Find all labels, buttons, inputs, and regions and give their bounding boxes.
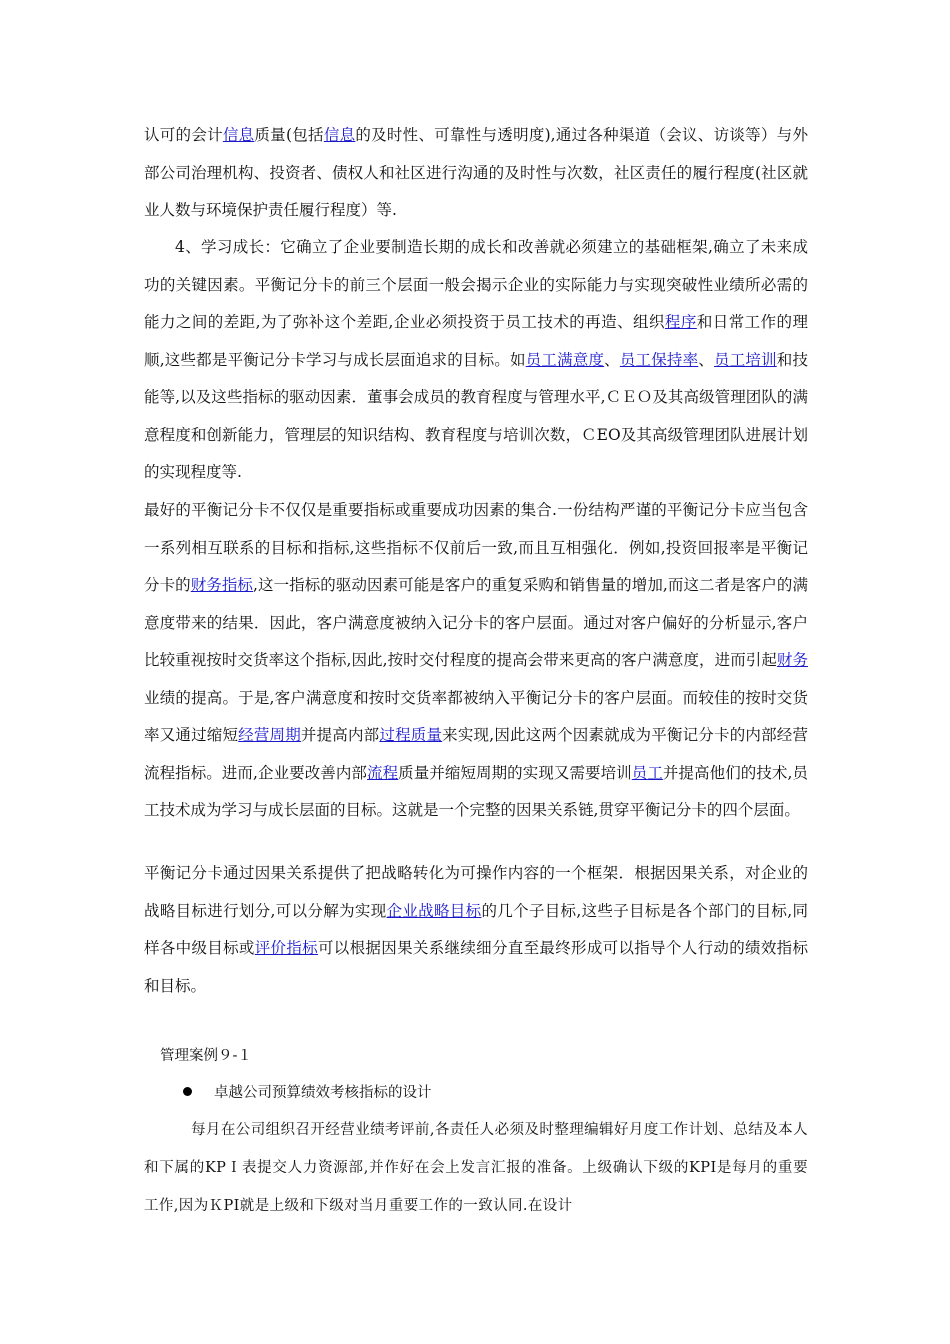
text-span: 的及时性、可靠性与透明度),通过各种渠道（会议、访谈等）与外部公司治理机构、投资者、债权人和社区进行沟通的及时性与次数，社区责任的履行程度(社区就业人数与环境保护责任履行程度）等. — [144, 126, 808, 219]
case-body: 每月在公司组织召开经营业绩考评前,各责任人必须及时整理编辑好月度工作计划、总结及本人和下属的KPＩ表提交人力资源部,并作好在会上发言汇报的准备。上级确认下级的KPI是每月的重要工作,因为ＫPI就是上级和下级对当月重要工作的一致认同.在设计 — [144, 1122, 808, 1214]
text-span: 、 — [698, 350, 714, 369]
text-span: 认可的会计 — [144, 126, 223, 144]
link-employee-satisfaction[interactable]: 员工满意度 — [525, 350, 605, 369]
text-span: 并提高内部 — [300, 726, 380, 744]
text-span: 可以根据因果关系继续细分直至最终形成可以指导个人行动的绩效指标和目标。 — [144, 939, 808, 995]
text-span: 来实现,因此这两个因素就成为平衡记分卡的内部经营流程指标。进而,企业要改善内部 — [144, 726, 808, 782]
text-span: 和技能等,以及这些指标的驱动因素．董事会成员的教育程度与管理水平,ＣＥＯ及其高级管理团队的满意程度和创新能力，管理层的知识结构、教育程度与培训次数，ＣEO及其高级管理团队进展计划的实现程度等. — [144, 350, 808, 481]
text-span: 和日常工作的理顺,这些都是平衡记分卡学习与成长层面追求的目标。如 — [144, 313, 808, 369]
text-span: 、 — [604, 350, 620, 369]
link-procedure[interactable]: 程序 — [664, 313, 697, 331]
link-financial-indicator[interactable]: 财务指标 — [190, 576, 254, 594]
paragraph-causality — [144, 855, 808, 1005]
link-employee-retention[interactable]: 员工保持率 — [619, 350, 699, 369]
bullet-icon — [183, 1087, 192, 1096]
link-evaluation-indicator[interactable]: 评价指标 — [254, 939, 318, 957]
link-operating-cycle[interactable]: 经营周期 — [238, 726, 301, 744]
case-heading: 卓越公司预算绩效考核指标的设计 — [214, 1085, 432, 1101]
text-span: 平衡记分卡通过因果关系提供了把战略转化为可操作内容的一个框架．根据因果关系，对企业的战略目标进行划分,可以分解为实现 — [144, 864, 808, 920]
case-bullet-item — [183, 1078, 432, 1108]
paragraph-1 — [144, 117, 808, 230]
paragraph-learning-growth — [144, 229, 808, 492]
text-span: ,这一指标的驱动因素可能是客户的重复采购和销售量的增加,而这二者是客户的满意度带来的结果．因此，客户满意度被纳入记分卡的客户层面。通过对客户偏好的分析显示,客户比较重视按时交货率这个指标,因此,按时交付程度的提高会带来更高的客户满意度，进而引起 — [144, 576, 808, 669]
text-span: 并提高他们的技术,员工技术成为学习与成长层面的目标。这就是一个完整的因果关系链,贯穿平衡记分卡的四个层面。 — [144, 763, 808, 819]
text-span: 业绩的提高。于是,客户满意度和按时交货率都被纳入平衡记分卡的客户层面。而较佳的按时交货率又通过缩短 — [144, 688, 808, 744]
link-strategic-goal[interactable]: 企业战略目标 — [386, 901, 482, 920]
paragraph-balanced-scorecard — [144, 492, 808, 830]
link-info-1[interactable]: 信息 — [222, 126, 255, 144]
text-span: 4、学习成长：它确立了企业要制造长期的成长和改善就必须建立的基础框架,确立了未来成功的关键因素。平衡记分卡的前三个层面一般会揭示企业的实际能力与实现突破性业绩所必需的能力之间的差距,为了弥补这个差距,企业必须投资于员工技术的再造、组织 — [144, 238, 808, 331]
text-span: 质量并缩短周期的实现又需要培训 — [398, 763, 632, 782]
text-span: 最好的平衡记分卡不仅仅是重要指标或重要成功因素的集合.一份结构严谨的平衡记分卡应当包含一系列相互联系的目标和指标,这些指标不仅前后一致,而且互相强化．例如,投资回报率是平衡记分卡的 — [144, 501, 808, 594]
link-process[interactable]: 流程 — [367, 763, 399, 782]
link-finance[interactable]: 财务 — [776, 651, 808, 669]
text-span: 质量(包括 — [254, 126, 324, 144]
link-info-2[interactable]: 信息 — [323, 126, 356, 144]
link-employee-training[interactable]: 员工培训 — [714, 350, 777, 369]
link-process-quality[interactable]: 过程质量 — [379, 726, 443, 744]
text-span: 的几个子目标,这些子目标是各个部门的目标,同样各中级目标或 — [144, 901, 808, 957]
case-title: 管理案例９-１ — [160, 1048, 252, 1064]
link-employee[interactable]: 员工 — [631, 763, 663, 782]
